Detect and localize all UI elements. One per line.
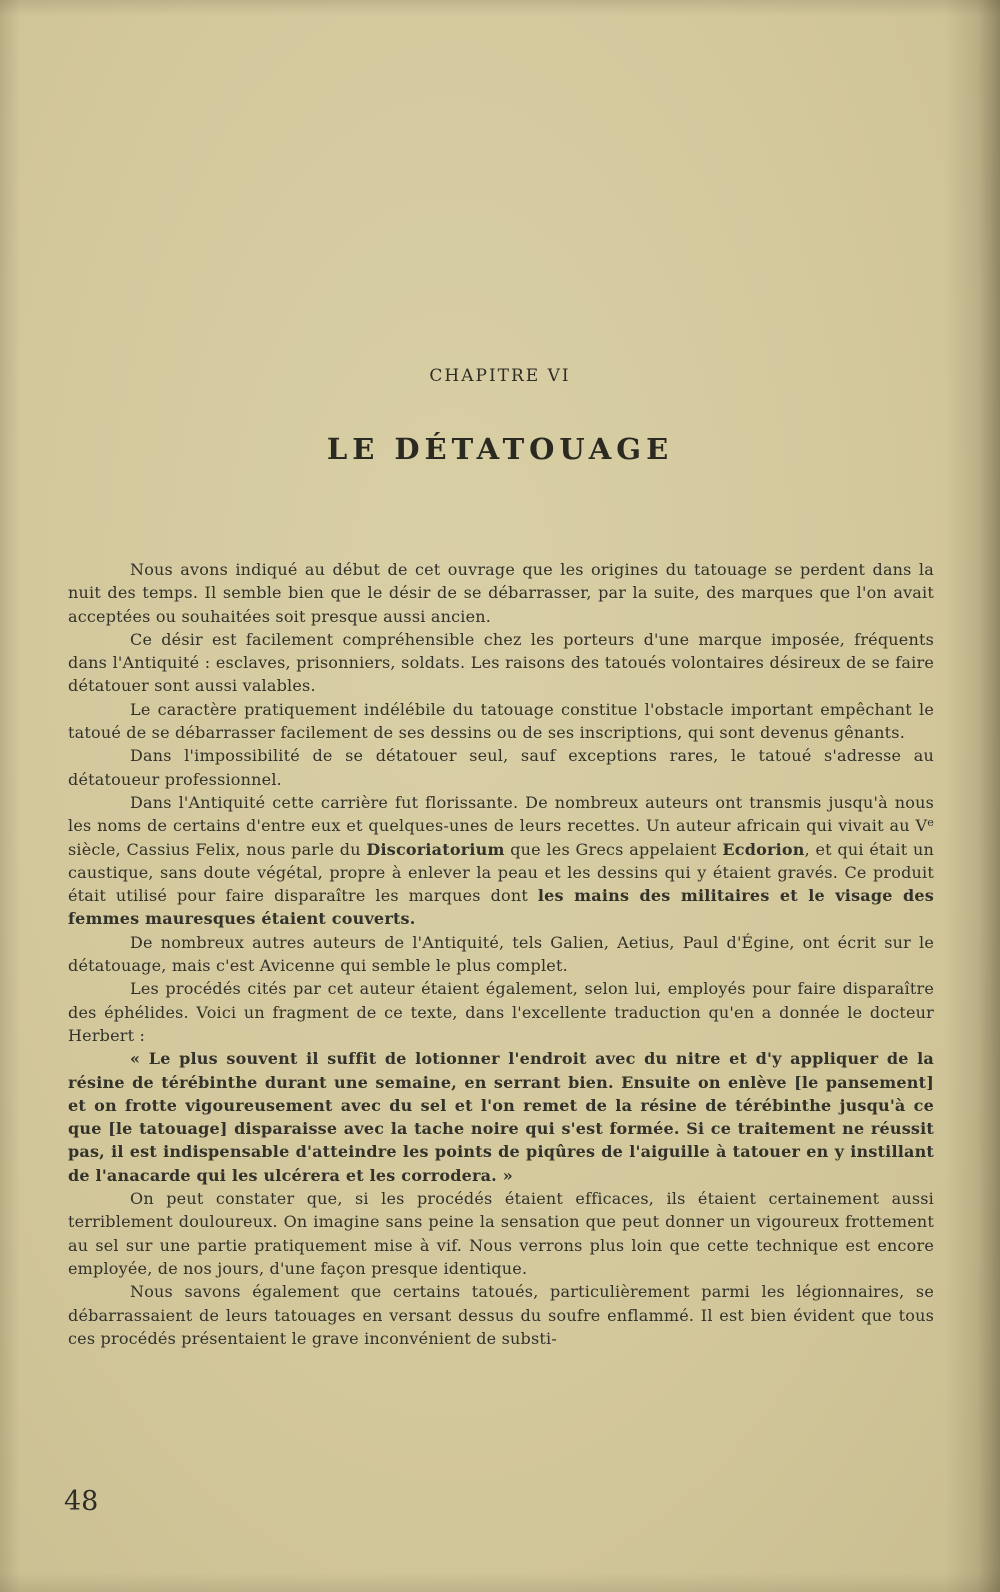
paragraph bbox=[68, 791, 934, 931]
text-run: Le caractère pratiquement indélébile du tatouage constitue l'obstacle important empêchant le tatoué de se débarrasser facilement de ses dessins ou de ses inscriptions, qui sont devenus gênants. bbox=[68, 699, 934, 743]
page-title: LE DÉTATOUAGE bbox=[326, 432, 674, 466]
paragraph bbox=[68, 558, 934, 628]
text-run: siècle, Cassius Felix, nous parle du bbox=[68, 839, 367, 859]
superscript-run: e bbox=[927, 816, 934, 830]
text-run: , et qui était un caustique, sans doute végétal, propre à enlever la peau et les dessins qui y étaient gravés. Ce produit était utilisé pour faire disparaître les marques dont bbox=[68, 839, 934, 906]
text-run: Nous savons également que certains tatoués, particulièrement parmi les légionnaires, se débarrassaient de leurs tatouages en versant dessus du soufre enflammé. Il est bien évident que tous ces procédés présentaient le grave inconvénient de substi- bbox=[68, 1282, 934, 1348]
paragraph bbox=[68, 628, 934, 698]
paragraph bbox=[68, 977, 934, 1047]
paragraph bbox=[68, 1187, 934, 1280]
page-number: 48 bbox=[64, 1486, 99, 1517]
text-run: Dans l'impossibilité de se détatouer seul, sauf exceptions rares, le tatoué s'adresse au détatoueur professionnel. bbox=[68, 746, 934, 789]
paragraph bbox=[68, 931, 934, 978]
text-run: que les Grecs appelaient bbox=[504, 839, 723, 859]
text-run: De nombreux autres auteurs de l'Antiquité, tels Galien, Aetius, Paul d'Égine, ont écrit sur le détatouage, mais c'est Avicenne qui semble le plus complet. bbox=[68, 932, 934, 976]
paragraph bbox=[68, 698, 934, 745]
chapter-heading: CHAPITRE VI bbox=[429, 366, 571, 386]
bold-text-run: « Le plus souvent il suffit de lotionner l'endroit avec du nitre et d'y appliquer de la résine de térébinthe durant une semaine, en serrant bien. Ensuite on enlève [le pansement] et on frotte vigoureusement avec du sel et l'on remet de la résine de térébinthe jusqu'à ce que [le tatouage] disparaisse avec la tache noire qui s'est formée. Si ce traitement ne réussit pas, il est indispensable d'atteindre les points de piqûres de l'aiguille à tatouer en y instillant de l'anacarde qui les ulcérera et les corrodera. » bbox=[68, 1049, 934, 1185]
paragraph bbox=[68, 744, 934, 791]
body-text bbox=[68, 558, 934, 1350]
bold-text-run: les mains des militaires et le visage des femmes mauresques étaient couverts. bbox=[68, 886, 934, 929]
paragraph bbox=[68, 1280, 934, 1350]
text-run: On peut constater que, si les procédés étaient efficaces, ils étaient certainement aussi terriblement douloureux. On imagine sans peine la sensation que peut donner un vigoureux frottement au sel sur une partie pratiquement mise à vif. Nous verrons plus loin que cette technique est encore employée, de nos jours, d'une façon presque identique. bbox=[68, 1189, 934, 1278]
text-run: Dans l'Antiquité cette carrière fut florissante. De nombreux auteurs ont transmis jusqu'à nous les noms de certains d'entre eux et quelques-unes de leurs recettes. Un auteur africain qui vivait au V bbox=[68, 792, 934, 836]
bold-text-run: Ecdorion bbox=[722, 839, 805, 859]
paragraph bbox=[68, 1047, 934, 1187]
bold-text-run: Discoriatorium bbox=[366, 839, 505, 859]
text-run: Nous avons indiqué au début de cet ouvrage que les origines du tatouage se perdent dans la nuit des temps. Il semble bien que le désir de se débarrasser, par la suite, des marques que l'on avait acceptées ou souhaitées soit presque aussi ancien. bbox=[68, 560, 934, 626]
text-run: Les procédés cités par cet auteur étaient également, selon lui, employés pour faire disparaître des éphélides. Voici un fragment de ce texte, dans l'excellente traduction qu'en a donnée le docteur Herbert : bbox=[68, 979, 934, 1045]
text-run: Ce désir est facilement compréhensible chez les porteurs d'une marque imposée, fréquents dans l'Antiquité : esclaves, prisonniers, soldats. Les raisons des tatoués volontaires désireux de se faire détatouer sont aussi valables. bbox=[68, 629, 934, 696]
